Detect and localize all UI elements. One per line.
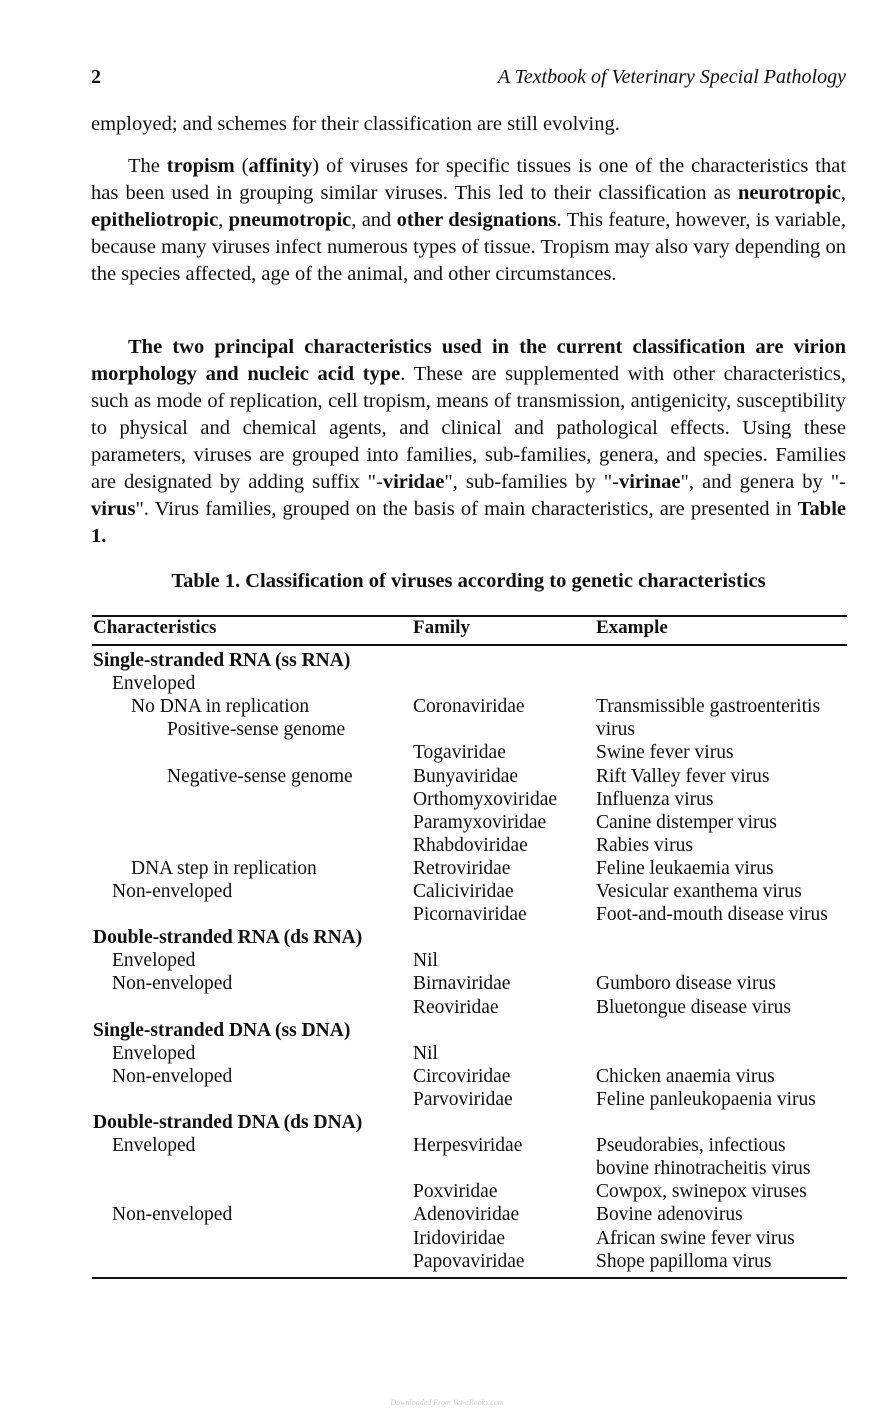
characteristic-cell: Enveloped — [112, 950, 196, 972]
table-row — [0, 904, 894, 927]
table-row — [0, 650, 894, 673]
family-cell: Nil — [413, 1042, 438, 1064]
text-run: , — [218, 209, 229, 231]
table-row — [0, 1020, 894, 1043]
table-row — [0, 1181, 894, 1204]
bold-text: virinae — [618, 471, 681, 493]
table-row — [0, 673, 894, 696]
column-header-example: Example — [596, 617, 668, 638]
example-cell: Pseudorabies, infectious — [596, 1135, 786, 1157]
example-cell: African swine fever virus — [596, 1227, 795, 1249]
example-cell: Swine fever virus — [596, 742, 734, 764]
example-cell: Rabies virus — [596, 834, 693, 856]
bold-text: Table 1. — [91, 498, 846, 547]
characteristic-cell: Enveloped — [112, 1042, 196, 1064]
table-row — [0, 1135, 894, 1158]
family-cell: Iridoviridae — [413, 1227, 506, 1249]
family-cell: Papovaviridae — [413, 1250, 525, 1272]
characteristic-cell: Non-enveloped — [112, 973, 233, 995]
example-cell: Canine distemper virus — [596, 811, 777, 833]
table-row — [0, 1089, 894, 1112]
table-row — [0, 997, 894, 1020]
family-cell: Reoviridae — [413, 996, 499, 1018]
table-row — [0, 696, 894, 719]
table-row — [0, 1228, 894, 1251]
table-header-rule — [92, 644, 847, 646]
text-run: employed; and schemes for their classification are still evolving. — [91, 113, 620, 135]
family-cell: Adenoviridae — [413, 1204, 520, 1226]
example-cell: Cowpox, swinepox viruses — [596, 1181, 807, 1203]
family-cell: Poxviridae — [413, 1181, 498, 1203]
text-run: ", and genera by "- — [680, 471, 846, 493]
table-row — [0, 1112, 894, 1135]
column-header-family: Family — [413, 617, 470, 638]
text-run: , — [840, 182, 846, 204]
text-run: . This feature, however, is variable, because many viruses infect numerous types of tissue. Tropism may also vary depending on the species affected, age of the animal, and other circumstances. — [91, 209, 847, 285]
text-run: The — [128, 155, 167, 177]
group-heading: Single-stranded RNA (ss RNA) — [93, 650, 351, 671]
paragraph — [91, 153, 846, 288]
example-cell: virus — [596, 719, 635, 741]
characteristic-cell: Negative-sense genome — [167, 765, 353, 787]
table-row — [0, 1251, 894, 1274]
bold-text: neurotropic — [737, 182, 841, 204]
example-cell: Feline leukaemia virus — [596, 857, 774, 879]
family-cell: Bunyaviridae — [413, 765, 519, 787]
bold-text: The two principal characteristics used in the current classification are virion morphology and nucleic acid type — [91, 336, 846, 385]
table-row — [0, 1204, 894, 1227]
example-cell: Bovine adenovirus — [596, 1204, 743, 1226]
table-row — [0, 1158, 894, 1181]
text-run: , and — [351, 209, 397, 231]
example-cell: Transmissible gastroenteritis — [596, 696, 821, 718]
text-run: . These are supplemented with other characteristics, such as mode of replication, cell tropism, means of transmission, antigenicity, susceptibility to physical and chemical agents, and clinical and pathological effects. Using these parameters, viruses are grouped into families, sub-families, genera, and species. Families are designated by adding suffix "- — [91, 363, 847, 493]
family-cell: Caliciviridae — [413, 881, 514, 902]
bold-text: pneumotropic — [228, 209, 352, 231]
family-cell: Parvoviridae — [413, 1088, 513, 1110]
column-header-characteristics: Characteristics — [93, 617, 217, 638]
characteristic-cell: Non-enveloped — [112, 881, 233, 902]
characteristic-cell: Non-enveloped — [112, 1065, 233, 1087]
characteristic-cell: DNA step in replication — [131, 857, 317, 879]
paragraph — [91, 111, 846, 138]
bold-text: affinity — [248, 155, 313, 177]
table-row — [0, 950, 894, 973]
family-cell: Togaviridae — [413, 742, 506, 764]
family-cell: Paramyxoviridae — [413, 811, 547, 833]
table-row — [0, 1043, 894, 1066]
example-cell: Bluetongue disease virus — [596, 996, 791, 1018]
group-heading: Double-stranded DNA (ds DNA) — [93, 1112, 363, 1133]
bold-text: other designations — [396, 209, 557, 231]
paragraph — [91, 334, 846, 550]
table-row — [0, 719, 894, 742]
group-heading: Single-stranded DNA (ss DNA) — [93, 1019, 351, 1041]
text-run: ( — [234, 155, 249, 177]
example-cell: Gumboro disease virus — [596, 973, 776, 995]
family-cell: Retroviridae — [413, 857, 511, 879]
page-number: 2 — [91, 66, 101, 88]
table-row — [0, 881, 894, 904]
table-row — [0, 742, 894, 765]
table-row — [0, 766, 894, 789]
family-cell: Birnaviridae — [413, 973, 511, 995]
table-row — [0, 812, 894, 835]
text-run: ) of viruses for specific tissues is one of the characteristics that has been used in grouping similar viruses. This led to their classification as — [91, 155, 847, 204]
family-cell: Orthomyxoviridae — [413, 788, 558, 810]
page-header — [91, 66, 846, 94]
table-bottom-rule — [92, 1277, 847, 1279]
family-cell: Herpesviridae — [413, 1135, 523, 1157]
text-run: ". Virus families, grouped on the basis of main characteristics, are presented in — [135, 498, 798, 520]
table-row — [0, 789, 894, 812]
family-cell: Nil — [413, 950, 438, 972]
example-cell: Feline panleukopaenia virus — [596, 1088, 816, 1110]
characteristic-cell: Enveloped — [112, 673, 196, 695]
example-cell: Vesicular exanthema virus — [596, 881, 802, 902]
characteristic-cell: Enveloped — [112, 1135, 196, 1157]
bold-text: viridae — [382, 471, 445, 493]
example-cell: Foot-and-mouth disease virus — [596, 904, 828, 926]
table-row — [0, 1066, 894, 1089]
table-row — [0, 835, 894, 858]
characteristic-cell: Non-enveloped — [112, 1204, 233, 1226]
table-row — [0, 973, 894, 996]
running-title: A Textbook of Veterinary Special Pathology — [497, 66, 846, 88]
example-cell: bovine rhinotracheitis virus — [596, 1158, 811, 1180]
family-cell: Coronaviridae — [413, 696, 525, 718]
example-cell: Chicken anaemia virus — [596, 1065, 775, 1087]
example-cell: Rift Valley fever virus — [596, 765, 770, 787]
bold-text: virus — [91, 498, 136, 520]
example-cell: Shope papilloma virus — [596, 1250, 772, 1272]
characteristic-cell: No DNA in replication — [131, 696, 310, 718]
table-row — [0, 858, 894, 881]
family-cell: Rhabdoviridae — [413, 834, 528, 856]
example-cell: Influenza virus — [596, 788, 714, 810]
table-caption: Table 1. Classification of viruses according to genetic characteristics — [171, 570, 766, 592]
group-heading: Double-stranded RNA (ds RNA) — [93, 927, 363, 949]
family-cell: Circoviridae — [413, 1065, 511, 1087]
table-row — [0, 927, 894, 950]
characteristic-cell: Positive-sense genome — [167, 719, 346, 741]
family-cell: Picornaviridae — [413, 904, 527, 926]
download-watermark: Downloaded From Vet-eBooks.com — [390, 1398, 504, 1407]
bold-text: epitheliotropic — [91, 209, 219, 231]
text-run: ", sub-families by "- — [444, 471, 619, 493]
bold-text: tropism — [166, 155, 235, 177]
